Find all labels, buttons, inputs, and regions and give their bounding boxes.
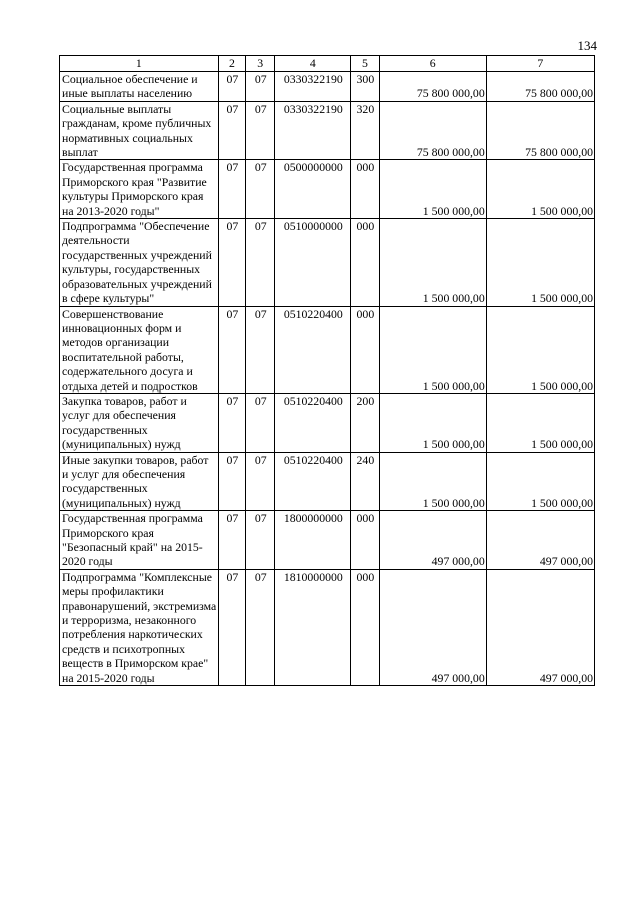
amount-col6: 1 500 000,00	[379, 306, 486, 393]
table-row	[60, 306, 595, 393]
table-row	[60, 393, 595, 452]
amount-col7: 497 000,00	[486, 511, 594, 570]
amount-col6: 497 000,00	[379, 569, 486, 685]
expense-type-code: 000	[351, 306, 379, 393]
section-code: 07	[218, 569, 245, 685]
amount-col6: 1 500 000,00	[379, 160, 486, 219]
expense-type-code: 300	[351, 72, 379, 102]
row-name: Подпрограмма "Комплексные меры профилактики правонарушений, экстремизма и терроризма, незаконного потребления наркотических средств и психотропных веществ в Приморском крае" на 2015-2020 годы	[60, 569, 219, 685]
column-header: 7	[486, 56, 594, 72]
row-name: Социальные выплаты гражданам, кроме публичных нормативных социальных выплат	[60, 101, 219, 160]
target-article-code: 1810000000	[275, 569, 351, 685]
expense-type-code: 000	[351, 511, 379, 570]
subsection-code: 07	[246, 569, 275, 685]
expense-type-code: 000	[351, 219, 379, 306]
target-article-code: 0510220400	[275, 306, 351, 393]
table-row	[60, 72, 595, 102]
expense-type-code: 240	[351, 452, 379, 511]
column-header: 2	[218, 56, 245, 72]
section-code: 07	[218, 101, 245, 160]
target-article-code: 0330322190	[275, 72, 351, 102]
section-code: 07	[218, 72, 245, 102]
row-name: Социальное обеспечение и иные выплаты населению	[60, 72, 219, 102]
subsection-code: 07	[246, 101, 275, 160]
budget-table	[59, 55, 595, 686]
expense-type-code: 000	[351, 160, 379, 219]
row-name: Подпрограмма "Обеспечение деятельности государственных учреждений культуры, государственных образовательных учреждений в сфере культуры"	[60, 219, 219, 306]
section-code: 07	[218, 219, 245, 306]
section-code: 07	[218, 511, 245, 570]
row-name: Совершенствование инновационных форм и методов организации воспитательной работы, содержательного досуга и отдыха детей и подростков	[60, 306, 219, 393]
expense-type-code: 200	[351, 393, 379, 452]
amount-col7: 1 500 000,00	[486, 393, 594, 452]
target-article-code: 0330322190	[275, 101, 351, 160]
amount-col6: 1 500 000,00	[379, 452, 486, 511]
amount-col7: 1 500 000,00	[486, 219, 594, 306]
amount-col6: 75 800 000,00	[379, 101, 486, 160]
amount-col6: 497 000,00	[379, 511, 486, 570]
section-code: 07	[218, 160, 245, 219]
section-code: 07	[218, 393, 245, 452]
row-name: Государственная программа Приморского края "Безопасный край" на 2015-2020 годы	[60, 511, 219, 570]
subsection-code: 07	[246, 511, 275, 570]
amount-col7: 75 800 000,00	[486, 72, 594, 102]
target-article-code: 0510000000	[275, 219, 351, 306]
target-article-code: 0500000000	[275, 160, 351, 219]
target-article-code: 0510220400	[275, 393, 351, 452]
section-code: 07	[218, 452, 245, 511]
table-row	[60, 511, 595, 570]
expense-type-code: 320	[351, 101, 379, 160]
subsection-code: 07	[246, 160, 275, 219]
subsection-code: 07	[246, 393, 275, 452]
table-header-row	[60, 56, 595, 72]
row-name: Закупка товаров, работ и услуг для обеспечения государственных (муниципальных) нужд	[60, 393, 219, 452]
column-header: 4	[275, 56, 351, 72]
amount-col7: 1 500 000,00	[486, 306, 594, 393]
subsection-code: 07	[246, 452, 275, 511]
column-header: 3	[246, 56, 275, 72]
column-header: 1	[60, 56, 219, 72]
amount-col7: 1 500 000,00	[486, 452, 594, 511]
amount-col6: 1 500 000,00	[379, 393, 486, 452]
table-row	[60, 160, 595, 219]
expense-type-code: 000	[351, 569, 379, 685]
amount-col7: 497 000,00	[486, 569, 594, 685]
amount-col7: 75 800 000,00	[486, 101, 594, 160]
amount-col7: 1 500 000,00	[486, 160, 594, 219]
subsection-code: 07	[246, 72, 275, 102]
amount-col6: 75 800 000,00	[379, 72, 486, 102]
table-row	[60, 452, 595, 511]
table-row	[60, 569, 595, 685]
table-row	[60, 101, 595, 160]
target-article-code: 1800000000	[275, 511, 351, 570]
page-number: 134	[577, 38, 597, 53]
table-row	[60, 219, 595, 306]
row-name: Государственная программа Приморского края "Развитие культуры Приморского края на 2013-2020 годы"	[60, 160, 219, 219]
column-header: 5	[351, 56, 379, 72]
row-name: Иные закупки товаров, работ и услуг для обеспечения государственных (муниципальных) нужд	[60, 452, 219, 511]
column-header: 6	[379, 56, 486, 72]
subsection-code: 07	[246, 219, 275, 306]
section-code: 07	[218, 306, 245, 393]
amount-col6: 1 500 000,00	[379, 219, 486, 306]
subsection-code: 07	[246, 306, 275, 393]
target-article-code: 0510220400	[275, 452, 351, 511]
